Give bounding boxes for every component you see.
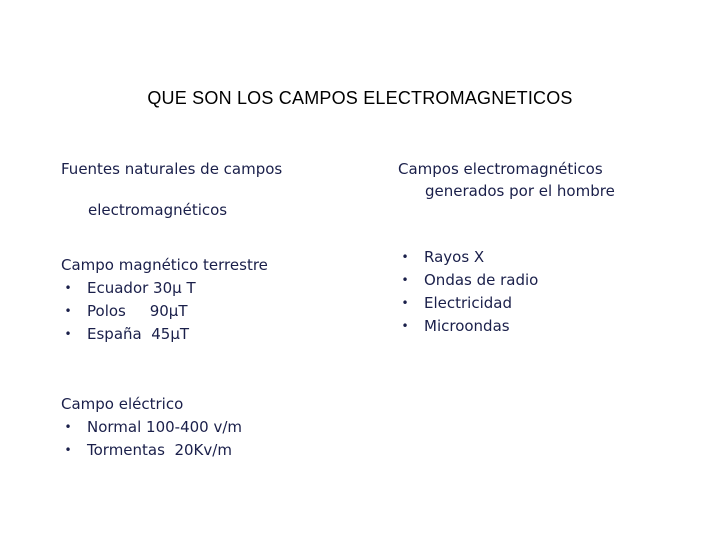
magnetic-field-list: [61, 277, 268, 346]
electric-field-group: [61, 393, 242, 462]
list-item-text: Normal 100-400 v/m: [87, 418, 243, 436]
list-item: [61, 323, 268, 346]
list-item: [61, 277, 268, 300]
bullet-icon: •: [401, 319, 409, 333]
natural-sources-heading-line1: Fuentes naturales de campos: [61, 160, 283, 178]
list-item: [398, 292, 538, 315]
bullet-icon: •: [401, 250, 409, 264]
list-item-text: Microondas: [424, 317, 510, 335]
list-item: [398, 246, 538, 269]
man-made-sources-heading-line2: generados por el hombre: [425, 182, 615, 200]
magnetic-field-group: [61, 254, 268, 346]
bullet-icon: •: [64, 281, 72, 295]
list-item: [398, 315, 538, 338]
natural-sources-heading: [61, 158, 282, 222]
man-made-sources-heading-line1: Campos electromagnéticos: [398, 160, 603, 178]
bullet-icon: •: [64, 327, 72, 341]
list-item: [398, 269, 538, 292]
list-item: [61, 416, 242, 439]
list-item: [61, 300, 268, 323]
magnetic-field-heading: Campo magnético terrestre: [61, 256, 268, 274]
list-item-text: Ecuador 30µ T: [87, 279, 196, 297]
list-item-text: Electricidad: [424, 294, 512, 312]
bullet-icon: •: [401, 296, 409, 310]
page-title: QUE SON LOS CAMPOS ELECTROMAGNETICOS: [147, 88, 573, 108]
man-made-sources-heading: [398, 158, 615, 202]
bullet-icon: •: [64, 304, 72, 318]
natural-sources-heading-line2: electromagnéticos: [88, 201, 228, 219]
bullet-icon: •: [64, 443, 72, 457]
list-item: [61, 439, 242, 462]
bullet-icon: •: [401, 273, 409, 287]
list-item-text: Ondas de radio: [424, 271, 539, 289]
list-item-text: Polos 90µT: [87, 302, 188, 320]
list-item-text: España 45µT: [87, 325, 190, 343]
man-made-sources-list: [398, 246, 538, 338]
list-item-text: Tormentas 20Kv/m: [87, 441, 232, 459]
electric-field-list: [61, 416, 242, 462]
bullet-icon: •: [64, 420, 72, 434]
list-item-text: Rayos X: [424, 248, 485, 266]
electric-field-heading: Campo eléctrico: [61, 395, 184, 413]
man-made-sources-group: [398, 246, 538, 338]
